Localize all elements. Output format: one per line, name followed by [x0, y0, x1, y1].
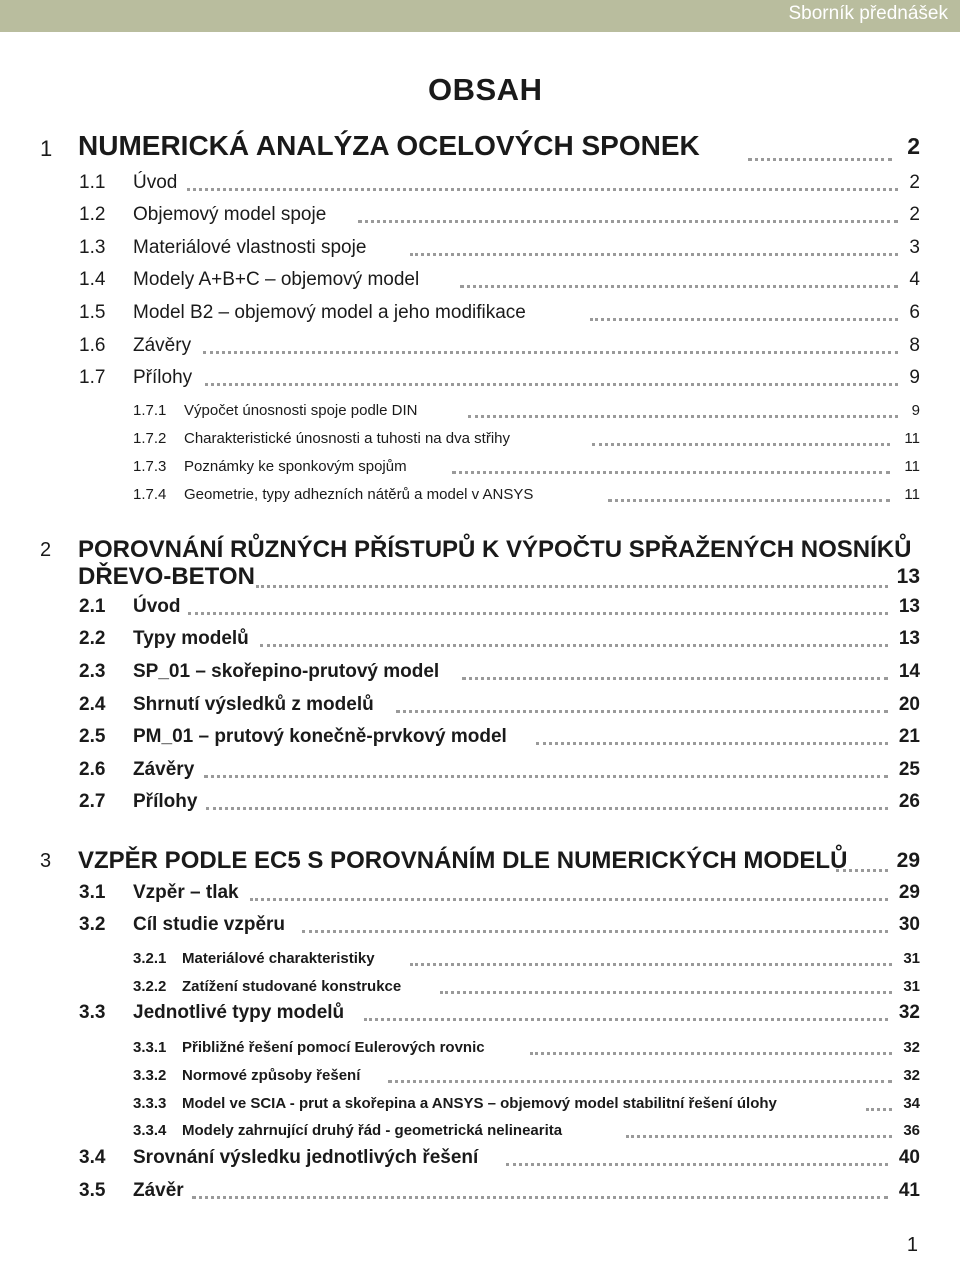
toc-number: 1.1 — [79, 172, 106, 193]
toc-page: 14 — [898, 661, 920, 682]
toc-leader — [187, 188, 898, 191]
toc-number: 3.2.2 — [133, 978, 167, 995]
toc-leader — [592, 443, 890, 446]
toc-label: Závěry — [133, 335, 192, 356]
toc-label: Úvod — [133, 172, 178, 193]
toc-number: 3.2 — [79, 914, 106, 935]
toc-leader — [205, 383, 898, 386]
toc-label: Objemový model spoje — [133, 204, 327, 225]
toc-leader — [836, 869, 888, 872]
toc-leader — [410, 253, 898, 256]
toc-number: 1.2 — [79, 204, 106, 225]
toc-label: Materiálové vlastnosti spoje — [133, 237, 367, 258]
toc-page: 31 — [903, 950, 920, 967]
toc-leader — [396, 710, 888, 713]
toc-page: 4 — [909, 269, 920, 290]
toc-number: 3 — [40, 850, 52, 872]
toc-number: 3.5 — [79, 1180, 106, 1201]
toc-number: 2.6 — [79, 759, 106, 780]
toc-label: Model B2 – objemový model a jeho modifikace — [133, 302, 526, 323]
toc-leader — [188, 612, 888, 615]
toc-page: 2 — [909, 172, 920, 193]
toc-leader — [250, 898, 888, 901]
toc-leader — [410, 963, 892, 966]
toc-label: Normové způsoby řešení — [182, 1067, 361, 1084]
toc-number: 1.7.1 — [133, 402, 167, 419]
toc-page: 20 — [898, 694, 920, 715]
toc-page: 13 — [898, 596, 920, 617]
toc-label: Srovnání výsledku jednotlivých řešení — [133, 1147, 479, 1168]
toc-page: 9 — [909, 367, 920, 388]
toc-label: Typy modelů — [133, 628, 249, 649]
toc-page: 40 — [898, 1147, 920, 1168]
toc-leader — [530, 1052, 892, 1055]
toc-number: 2.7 — [79, 791, 106, 812]
toc-label: Závěr — [133, 1180, 184, 1201]
toc-label: SP_01 – skořepino-prutový model — [133, 661, 440, 682]
toc-label: Závěry — [133, 759, 195, 780]
toc-number: 2.4 — [79, 694, 106, 715]
toc-leader — [440, 991, 892, 994]
toc-page: 41 — [898, 1180, 920, 1201]
toc-label: Materiálové charakteristiky — [182, 950, 375, 967]
toc-leader — [203, 351, 898, 354]
toc-page: 30 — [898, 914, 920, 935]
toc-leader — [204, 775, 888, 778]
toc-leader — [302, 930, 888, 933]
toc-leader — [460, 285, 898, 288]
toc-number: 1.7.4 — [133, 486, 167, 503]
toc-number: 3.3.1 — [133, 1039, 167, 1056]
toc-leader — [206, 807, 888, 810]
toc-page: 8 — [909, 335, 920, 356]
toc-number: 1.7 — [79, 367, 106, 388]
toc-leader — [260, 644, 888, 647]
running-title: Sborník přednášek — [788, 3, 948, 24]
toc-page: 13 — [898, 628, 920, 649]
toc-label: Charakteristické únosnosti a tuhosti na dva střihy — [184, 430, 510, 447]
toc-leader — [468, 415, 898, 418]
toc-page: 3 — [909, 237, 920, 258]
toc-label: Geometrie, typy adhezních nátěrů a model v ANSYS — [184, 486, 534, 503]
toc-label: PM_01 – prutový konečně-prvkový model — [133, 726, 507, 747]
toc-leader — [866, 1108, 892, 1111]
toc-page: 32 — [903, 1067, 920, 1084]
toc-page: 9 — [911, 402, 920, 419]
toc-label: Výpočet únosnosti spoje podle DIN — [184, 402, 418, 419]
toc-label: Poznámky ke sponkovým spojům — [184, 458, 407, 475]
toc-number: 1.3 — [79, 237, 106, 258]
toc-number: 3.3 — [79, 1002, 106, 1023]
toc-label: Modely A+B+C – objemový model — [133, 269, 420, 290]
toc-leader — [590, 318, 898, 321]
toc-page: 34 — [903, 1095, 920, 1112]
toc-page: 29 — [896, 849, 920, 872]
toc-label: Shrnutí výsledků z modelů — [133, 694, 374, 715]
toc-leader — [192, 1196, 888, 1199]
toc-page: 13 — [896, 565, 920, 588]
toc-page: 32 — [898, 1002, 920, 1023]
toc-leader — [608, 499, 890, 502]
toc-number: 2.3 — [79, 661, 106, 682]
page-title: OBSAH — [428, 72, 543, 107]
toc-label: Přílohy — [133, 367, 193, 388]
toc-page: 11 — [904, 458, 920, 475]
toc-number: 3.2.1 — [133, 950, 167, 967]
toc-label: Jednotlivé typy modelů — [133, 1002, 345, 1023]
page-number: 1 — [906, 1234, 918, 1256]
toc-label: Úvod — [133, 596, 181, 617]
toc-number: 2.1 — [79, 596, 106, 617]
toc-leader — [536, 742, 888, 745]
toc-number: 3.3.3 — [133, 1095, 167, 1112]
toc-label: Modely zahrnující druhý řád - geometrická nelinearita — [182, 1122, 563, 1139]
toc-leader — [626, 1135, 892, 1138]
toc-label: Zatížení studované konstrukce — [182, 978, 402, 995]
toc-label: NUMERICKÁ ANALÝZA OCELOVÝCH SPONEK — [78, 130, 700, 161]
toc-label: VZPĚR PODLE EC5 S POROVNÁNÍM DLE NUMERICKÝCH MODELŮ — [78, 847, 848, 874]
toc-label: Přílohy — [133, 791, 198, 812]
toc-label: Cíl studie vzpěru — [133, 914, 286, 935]
toc-number: 3.3.4 — [133, 1122, 167, 1139]
toc-number: 1.5 — [79, 302, 106, 323]
toc-leader — [364, 1018, 888, 1021]
toc-leader — [256, 585, 888, 588]
toc-number: 2 — [40, 539, 52, 561]
toc-number: 3.4 — [79, 1147, 106, 1168]
toc-page: 2 — [909, 204, 920, 225]
toc-number: 1.4 — [79, 269, 106, 290]
toc-page: 2 — [907, 133, 920, 159]
toc-page: 21 — [898, 726, 920, 747]
toc-page: 11 — [904, 430, 920, 447]
toc-label: Model ve SCIA - prut a skořepina a ANSYS – objemový model stabilitní řešení úlohy — [182, 1095, 777, 1112]
toc-number: 1.6 — [79, 335, 106, 356]
toc-number: 3.3.2 — [133, 1067, 167, 1084]
toc-label-line1: POROVNÁNÍ RŮZNÝCH PŘÍSTUPŮ K VÝPOČTU SPŘAŽENÝCH NOSNÍKŮ — [78, 536, 912, 563]
toc-leader — [506, 1163, 888, 1166]
toc-number: 3.1 — [79, 882, 106, 903]
toc-page: 11 — [904, 486, 920, 503]
toc-number: 2.5 — [79, 726, 106, 747]
toc-page: 31 — [903, 978, 920, 995]
toc-label: Vzpěr – tlak — [133, 882, 239, 903]
toc-number: 2.2 — [79, 628, 106, 649]
toc-page: 26 — [898, 791, 920, 812]
toc-number: 1.7.2 — [133, 430, 167, 447]
toc-page: 36 — [903, 1122, 920, 1139]
toc-number: 1 — [40, 136, 53, 161]
toc-page: 29 — [898, 882, 920, 903]
toc-leader — [452, 471, 890, 474]
toc-page: 32 — [903, 1039, 920, 1056]
toc-leader — [388, 1080, 892, 1083]
toc-leader — [748, 158, 892, 161]
toc-label-line2: DŘEVO-BETON — [78, 563, 255, 590]
toc-page: 25 — [898, 759, 920, 780]
header-bar — [0, 0, 960, 32]
toc-number: 1.7.3 — [133, 458, 167, 475]
toc-leader — [462, 677, 888, 680]
toc-label: Přibližné řešení pomocí Eulerových rovnic — [182, 1039, 485, 1056]
toc-page: 6 — [909, 302, 920, 323]
toc-leader — [358, 220, 898, 223]
